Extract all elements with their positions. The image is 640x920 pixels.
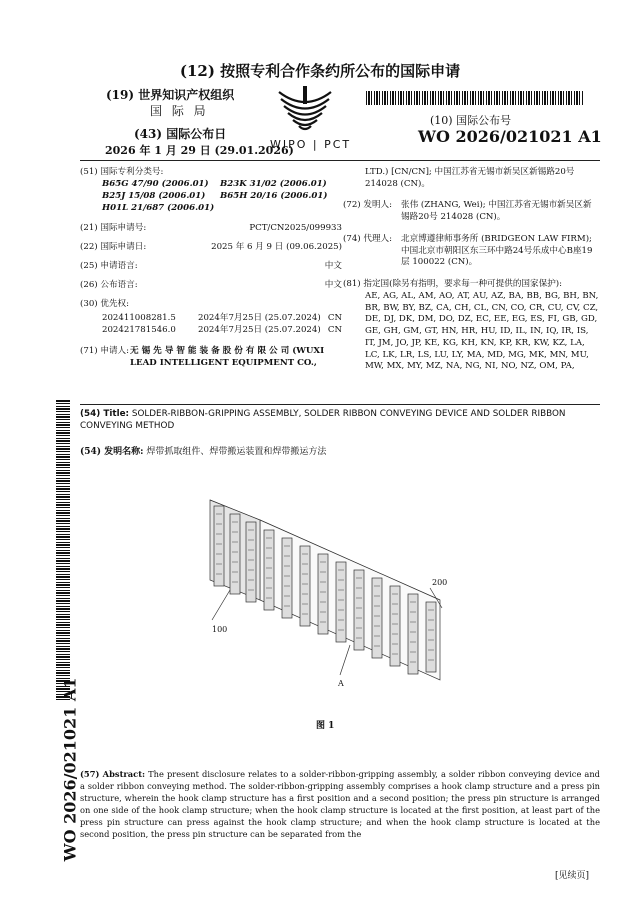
- application-number: PCT/CN2025/099933: [249, 223, 342, 233]
- publication-date-label: (43) 国际公布日: [134, 127, 227, 141]
- filing-language-label: (25) 申请语言:: [80, 261, 138, 271]
- priority-number: 202411008281.5: [102, 313, 176, 323]
- document-title: (12) 按照专利合作条约所公布的国际申请: [179, 62, 461, 80]
- designated-states: AE, AG, AL, AM, AO, AT, AU, AZ, BA, BB, BG, BH, BN, BR, BW, BY, BZ, CA, CH, CL, CN, CO, CR, CU, CV, CZ, DE, DJ, DK, DM, DO, DZ, EC, EE, EG, ES, FI, GB, GD, GE, GH, GM, GT, HN, HR, HU, ID, IL, IN, IQ, IR, IS, IT, JM, JO, JP, KE, KG, KH, KN, KP, KR, KW, KZ, LA, LC, LK, LR, LS, LU, LY, MA, MD, MG, MK, MN, MU, MW, MX, MY, MZ, NA, NG, NI, NO, NZ, OM, PA,: [365, 291, 599, 372]
- publication-language-label: (26) 公布语言:: [80, 280, 138, 290]
- publication-number: WO 2026/021021 A1: [418, 127, 602, 146]
- publication-language: 中文: [324, 280, 342, 290]
- filing-date: 2025 年 6 月 9 日 (09.06.2025): [211, 242, 342, 252]
- agent: 北京博遵律师事务所 (BRIDGEON LAW FIRM); 中国北京市朝阳区东三环中路24号乐成中心B座19层 100022 (CN)。: [401, 234, 593, 268]
- header-divider: [80, 160, 600, 161]
- applicant-continued: LTD.) [CN/CN]; 中国江苏省无锡市新吴区新锡路20号 214028 (CN)。: [365, 167, 575, 189]
- designated-states-label: (81) 指定国(除另有指明，要求每一种可提供的国家保护):: [343, 279, 563, 289]
- bibliographic-right-column: [343, 167, 600, 392]
- priority-country: CN: [327, 313, 342, 323]
- inventor: 张伟 (ZHANG, Wei); 中国江苏省无锡市新吴区新锡路20号 214028 (CN)。: [401, 200, 592, 222]
- bibliographic-left-column: [80, 167, 342, 382]
- priority-date: 2024年7月25日 (25.07.2024): [198, 313, 321, 323]
- ipc-code: B25J 15/08 (2006.01): [102, 191, 206, 201]
- ipc-code: H01L 21/687 (2006.01): [102, 203, 215, 213]
- agent-label: (74) 代理人:: [343, 234, 393, 244]
- filing-date-label: (22) 国际申请日:: [80, 242, 147, 252]
- side-publication-number: WO 2026/021021 A1: [60, 677, 80, 862]
- continued-note: [见续页]: [555, 871, 590, 881]
- ipc-label: (51) 国际专利分类号:: [80, 167, 164, 177]
- filing-language: 中文: [324, 261, 342, 271]
- abstract-label: (57) Abstract:: [80, 769, 146, 779]
- abstract: [80, 768, 600, 840]
- title-label: (54) 发明名称:: [80, 447, 144, 457]
- chinese-title: [80, 444, 326, 457]
- application-number-label: (21) 国际申请号:: [80, 223, 147, 233]
- title-text: SOLDER-RIBBON-GRIPPING ASSEMBLY, SOLDER RIBBON CONVEYING DEVICE AND SOLDER RIBBON CONVEYING METHOD: [80, 409, 566, 431]
- priority-country: CN: [327, 325, 342, 335]
- bureau-name: 国 际 局: [150, 104, 209, 118]
- figure-caption: 图 1: [316, 721, 335, 731]
- barcode: [366, 91, 584, 105]
- figure-label-a: A: [338, 679, 344, 688]
- ipc-code: B65H 20/16 (2006.01): [220, 191, 328, 201]
- priority-number: 202421781546.0: [102, 325, 176, 335]
- ipc-code: B23K 31/02 (2006.01): [220, 179, 327, 189]
- wipo-pct-label: WIPO | PCT: [270, 138, 352, 151]
- wipo-logo-icon: [275, 86, 335, 136]
- figure-label-200: 200: [432, 578, 448, 587]
- applicant-label: (71) 申请人:: [80, 346, 130, 356]
- title-label: (54) Title:: [80, 409, 130, 419]
- inventor-label: (72) 发明人:: [343, 200, 393, 210]
- english-title: [80, 409, 600, 432]
- title-text: 焊带抓取组件、焊带搬运装置和焊带搬运方法: [146, 447, 327, 457]
- abstract-text: The present disclosure relates to a solder-ribbon-gripping assembly, a solder ribbon conveying device and a solder ribbon conveying method. The solder-ribbon-gripping assembly comprises a hook clamp structure and a press pin structure, wherein the hook clamp structure has a first position and a second position; the press pin structure is arranged on one side of the hook clamp structure; when the hook clamp structure is located at the first position, at least part of the press pin structure can press against the hook clamp structure; and when the hook clamp structure is located at the second position, the press pin structure can be separated from the: [80, 769, 600, 839]
- organization-name: (19) 世界知识产权组织: [106, 88, 235, 102]
- publication-date: 2026 年 1 月 29 日 (29.01.2026): [105, 144, 294, 157]
- patent-figure: [190, 480, 460, 710]
- priority-label: (30) 优先权:: [80, 299, 130, 309]
- priority-date: 2024年7月25日 (25.07.2024): [198, 325, 321, 335]
- publication-number-label: (10) 国际公布号: [430, 114, 512, 127]
- applicant: 无 锡 先 导 智 能 装 备 股 份 有 限 公 司 (WUXI LEAD INTELLIGENT EQUIPMENT CO.,: [130, 346, 325, 368]
- figure-label-100: 100: [212, 625, 228, 634]
- ipc-code: B65G 47/90 (2006.01): [102, 179, 209, 189]
- section-divider: [80, 404, 600, 405]
